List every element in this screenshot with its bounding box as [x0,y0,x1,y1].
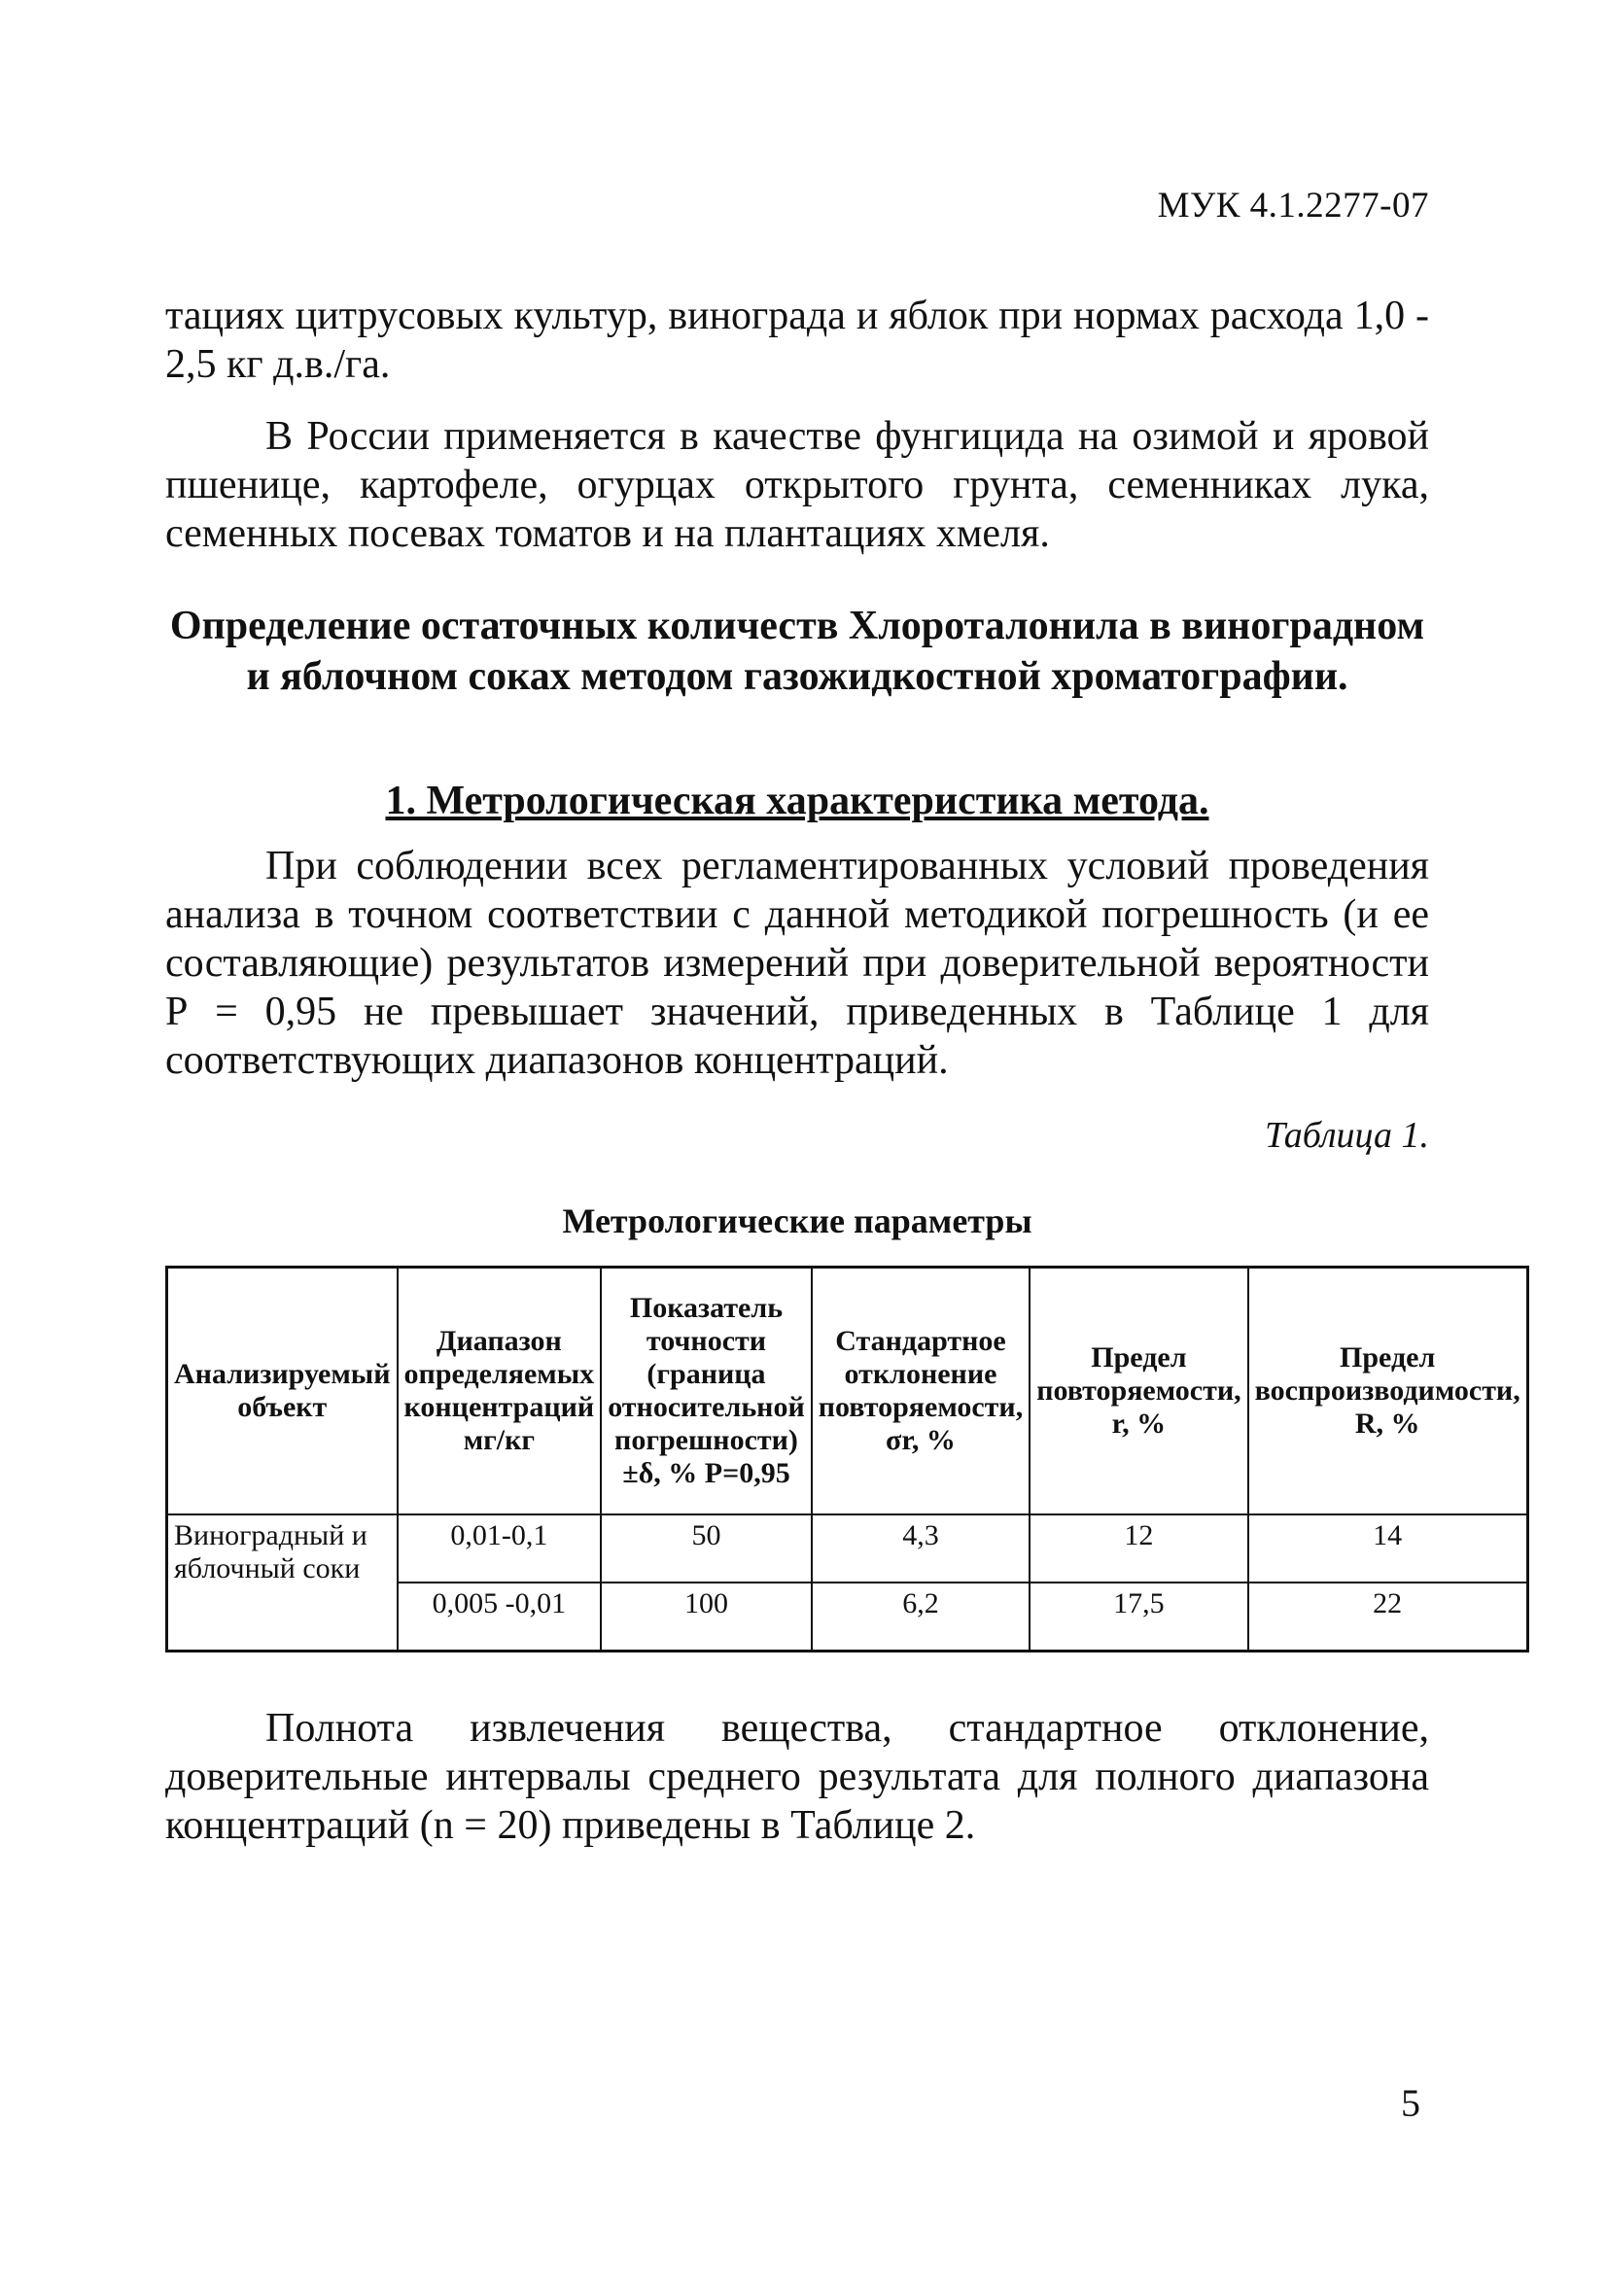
header-sd: Стандартное отклонение повторяемости, σr, % [812,1268,1030,1515]
cell-R: 14 [1248,1514,1528,1583]
section-heading: 1. Метрологическая характеристика метода. [385,779,1209,823]
cell-r: 12 [1030,1514,1247,1583]
header-object: Анализируемый объект [167,1268,398,1515]
cell-R: 22 [1248,1583,1528,1651]
cell-range: 0,005 -0,01 [398,1583,602,1651]
document-code: МУК 4.1.2277-07 [1157,186,1429,226]
header-accuracy: Показатель точности (граница относительной погрешности) ±δ, % Р=0,95 [601,1268,812,1515]
cell-range: 0,01-0,1 [398,1514,602,1583]
header-reproducibility-limit: Предел воспроизводимости, R, % [1248,1268,1528,1515]
table-row [167,1514,1528,1583]
paragraph-accuracy: При соблюдении всех регламентированных условий проведения анализа в точном соответствии с данной методикой погрешность (и ее составляющие) результатов измерений при доверительной вероятности Р = 0,95 не превышает значений, приведенных в Таблице 1 для соответствующих диапазонов концентраций. [165,844,1429,1083]
metrological-parameters-table [165,1266,1529,1652]
cell-r: 17,5 [1030,1583,1247,1651]
cell-accuracy: 50 [601,1514,812,1583]
paragraph-continuation: тациях цитрусовых культур, винограда и яблок при нормах расхода 1,0 - 2,5 кг д.в./га. [165,294,1429,387]
header-range: Диапазон определяемых концентраций мг/кг [398,1268,602,1515]
table-caption: Таблица 1. [1265,1115,1429,1156]
method-heading: Определение остаточных количеств Хлороталонила в виноградном и яблочном соках методом газожидкостной хроматографии. [169,604,1425,699]
cell-sd: 6,2 [812,1583,1030,1651]
header-repeatability-limit: Предел повторяемости, r, % [1030,1268,1247,1515]
cell-object: Виноградный и яблочный соки [167,1514,398,1651]
cell-accuracy: 100 [601,1583,812,1651]
table-header-row [167,1268,1528,1515]
paragraph-usage-russia: В России применяется в качестве фунгицида на озимой и яровой пшенице, картофеле, огурцах открытого грунта, семенниках лука, семенных посевах томатов и на плантациях хмеля. [165,414,1429,556]
page-number: 5 [1401,2081,1420,2125]
paragraph-recovery: Полнота извлечения вещества, стандартное отклонение, доверительные интервалы среднего результата для полного диапазона концентраций (n = 20) приведены в Таблице 2. [165,1706,1429,1848]
table-title: Метрологические параметры [562,1201,1032,1240]
cell-sd: 4,3 [812,1514,1030,1583]
